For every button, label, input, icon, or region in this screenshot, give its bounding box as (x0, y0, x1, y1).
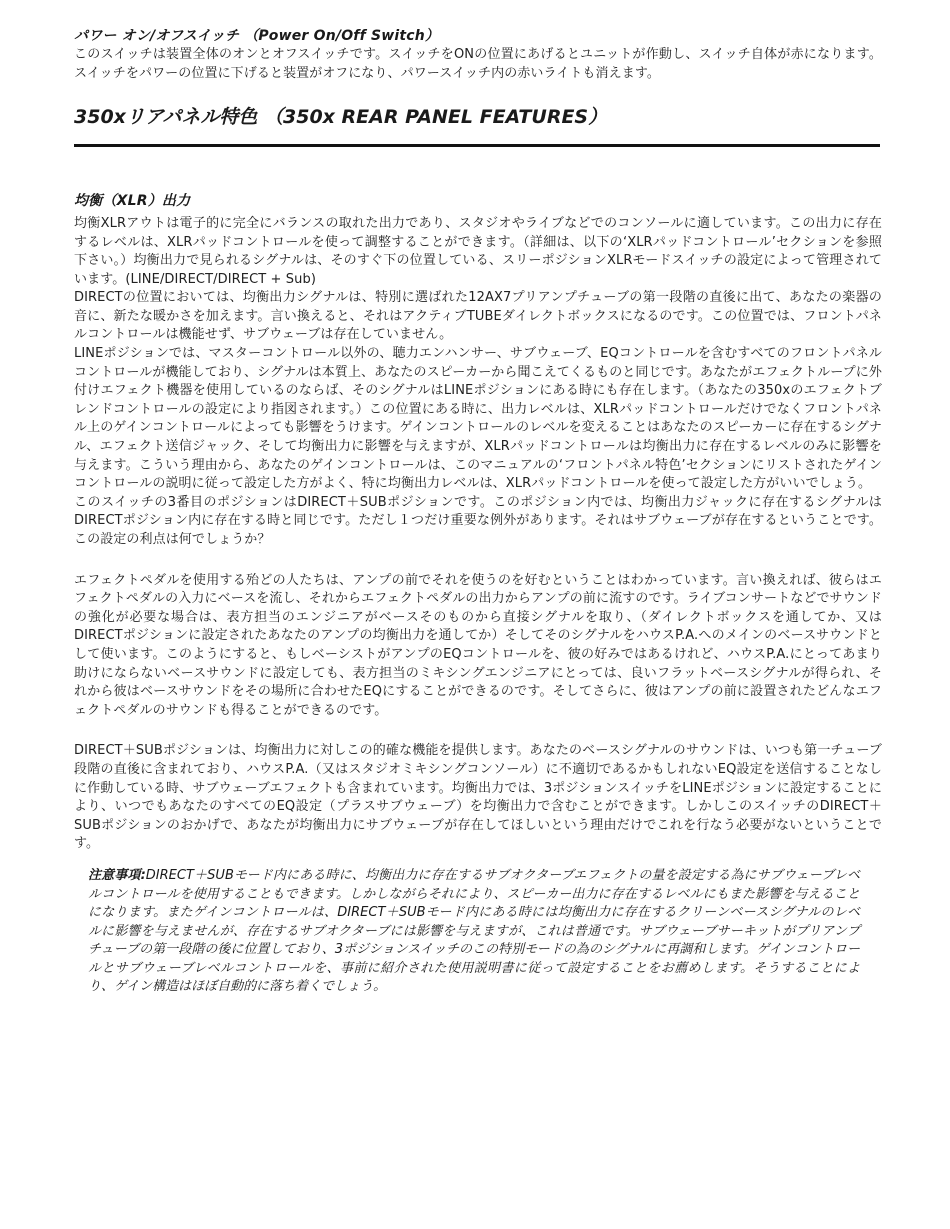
xlr-paragraph-5: エフェクトペダルを使用する殆どの人たちは、アンプの前でそれを使うのを好むということはわかっています。言い換えれば、彼らはエフェクトペダルの入力にベースを流し、それからエフェクトペダルの出力からアンプの前に流すのです。ライブコンサートなどでサウンドの強化が必要な場合は、表方担当のエンジニアがベースそのものから直接シグナルを取り、（ダイレクトボックスを通してか、又はDIRECTポジションに設定されたあなたのアンプの均衡出力を通してか）そしてそのシグナルをハウスP.A.へのメインのベースサウンドとして使います。このようにすると、もしベーシストがアンプのEQコントロールを、彼の好みではあるけれど、ハウスP.A.にとってあまり助けにならないベースサウンドに設定しても、表方担当のミキシングエンジニアにとっては、良いフラットベースシグナルが得られ、それから彼はベースサウンドをその場所に合わせたEQにすることができるのです。そしてさらに、彼はアンプの前に設置されたどんなエフェクトペダルのサウンドも得ることができるのです。 (74, 572, 882, 718)
power-switch-heading: パワー オン/オフスイッチ （Power On/Off Switch） (74, 28, 440, 44)
caution-text: DIRECT＋SUBモード内にある時に、均衡出力に存在するサブオクターブエフェクトの量を設定する為にサブウェーブレベルコントロールを使用することもできます。しかしながらそれにより、スピーカー出力に存在するレベルにもまた影響を与えることになります。またゲインコントロールは、DIRECT＋SUBモード内にある時には均衡出力に存在するクリーンベースシグナルのレベルに影響を与えませんが、存在するサブオクターブには影響を与えますが、これは普通です。サブウェーブサーキットがプリアンプチューブの第一段階の後に位置しており、3ポジションスイッチのこの特別モードの為のシグナルに再調和します。ゲインコントロールとサブウェーブレベルコントロールを、事前に紹介された使用説明書に従って設定することをお薦めします。そうすることにより、ゲイン構造はほぼ自動的に落ち着くでしょう。 (88, 867, 860, 995)
xlr-paragraph-2: DIRECTの位置においては、均衡出力シグナルは、特別に選ばれた12AX7プリアンプチューブの第一段階の直後に出て、あなたの楽器の音に、新たな暖かさを加えます。言い換えると、それはアクティブTUBEダイレクトボックスになるのです。この位置では、フロントパネルコントロールは機能せず、サブウェーブは存在していません。 (74, 290, 882, 343)
spacer (74, 550, 882, 572)
xlr-paragraph-3: LINEポジションでは、マスターコントロール以外の、聴力エンハンサー、サブウェーブ、EQコントロールを含むすべてのフロントパネルコントロールが機能しており、シグナルは本質上、あなたのスピーカーから聞こえてくるものと同じです。あなたがエフェクトループに外付けエフェクト機器を使用しているのならば、そのシグナルはLINEポジションにある時にも存在します。（あなたの350xのエフェクトブレンドコントロールの設定により指図されます。）この位置にある時に、出力レベルは、XLRパッドコントロールだけでなくフロントパネル上のゲインコントロールによっても影響をうけます。ゲインコントロールのレベルを変えることはあなたのスピーカーに存在するシグナル、エフェクト送信ジャック、そして均衡出力に影響を与えますが、XLRパッドコントロールは均衡出力に存在するレベルのみに影響を与えます。こういう理由から、あなたのゲインコントロールは、このマニュアルの‘フロントパネル特色’セクションにリストされたゲインコントロールの説明に従って設定した方がよく、特に均衡出力レベルは、XLRパッドコントロールを使って設定した方がいいでしょう。 (74, 346, 882, 492)
xlr-paragraph-4: このスイッチの3番目のポジションはDIRECT＋SUBポジションです。このポジション内では、均衡出力ジャックに存在するシグナルはDIRECTポジション内に存在する時と同じです。ただし１つだけ重要な例外があります。それはサブウェーブが存在するということです。この設定の利点は何でしょうか？ (74, 494, 882, 547)
power-switch-text: このスイッチは装置全体のオンとオフスイッチです。スイッチをONの位置にあげるとユニットが作動し、スイッチ自体が赤になります。スイッチをパワーの位置に下げると装置がオフになり、パワースイッチ内の赤いライトも消えます。 (74, 47, 882, 81)
xlr-paragraph-6: DIRECT＋SUBポジションは、均衡出力に対しこの的確な機能を提供します。あなたのベースシグナルのサウンドは、いつも第一チューブ段階の直後に含まれており、ハウスP.A.（又はスタジオミキシングコンソール）に不適切であるかもしれないEQ設定を送信することなしに作動している時、サブウェーブエフェクトも含まれています。均衡出力では、3ポジションスイッチをLINEポジションに設定することにより、いつでもあなたのすべてのEQ設定（プラスサブウェーブ）を均衡出力で含むことができます。しかしこのスイッチのDIRECT＋SUBポジションのおかげで、あなたが均衡出力にサブウェーブが存在してほしいという理由だけでこれを行なう必要がないということです。 (74, 743, 882, 852)
manual-page (74, 26, 882, 1010)
rear-panel-title: 350xリアパネル特色 （350x REAR PANEL FEATURES） (74, 106, 608, 129)
spacer (74, 720, 882, 742)
xlr-paragraph-1: 均衡XLRアウトは電子的に完全にバランスの取れた出力であり、スタジオやライブなどでのコンソールに適しています。この出力に存在するレベルは、XLRパッドコントロールを使って調整することができます。（詳細は、以下の‘XLRパッドコントロール’セクションを参照下さい。）均衡出力で見られるシグナルは、そのすぐ下の位置している、スリーポジションXLRモードスイッチの設定によって管理されています。(LINE/DIRECT/DIRECT + Sub) (74, 215, 882, 287)
xlr-output-heading: 均衡（XLR）出力 (74, 192, 191, 209)
caution-label: 注意事項: (88, 867, 146, 883)
title-underline (74, 144, 880, 147)
caution-note (88, 867, 860, 997)
